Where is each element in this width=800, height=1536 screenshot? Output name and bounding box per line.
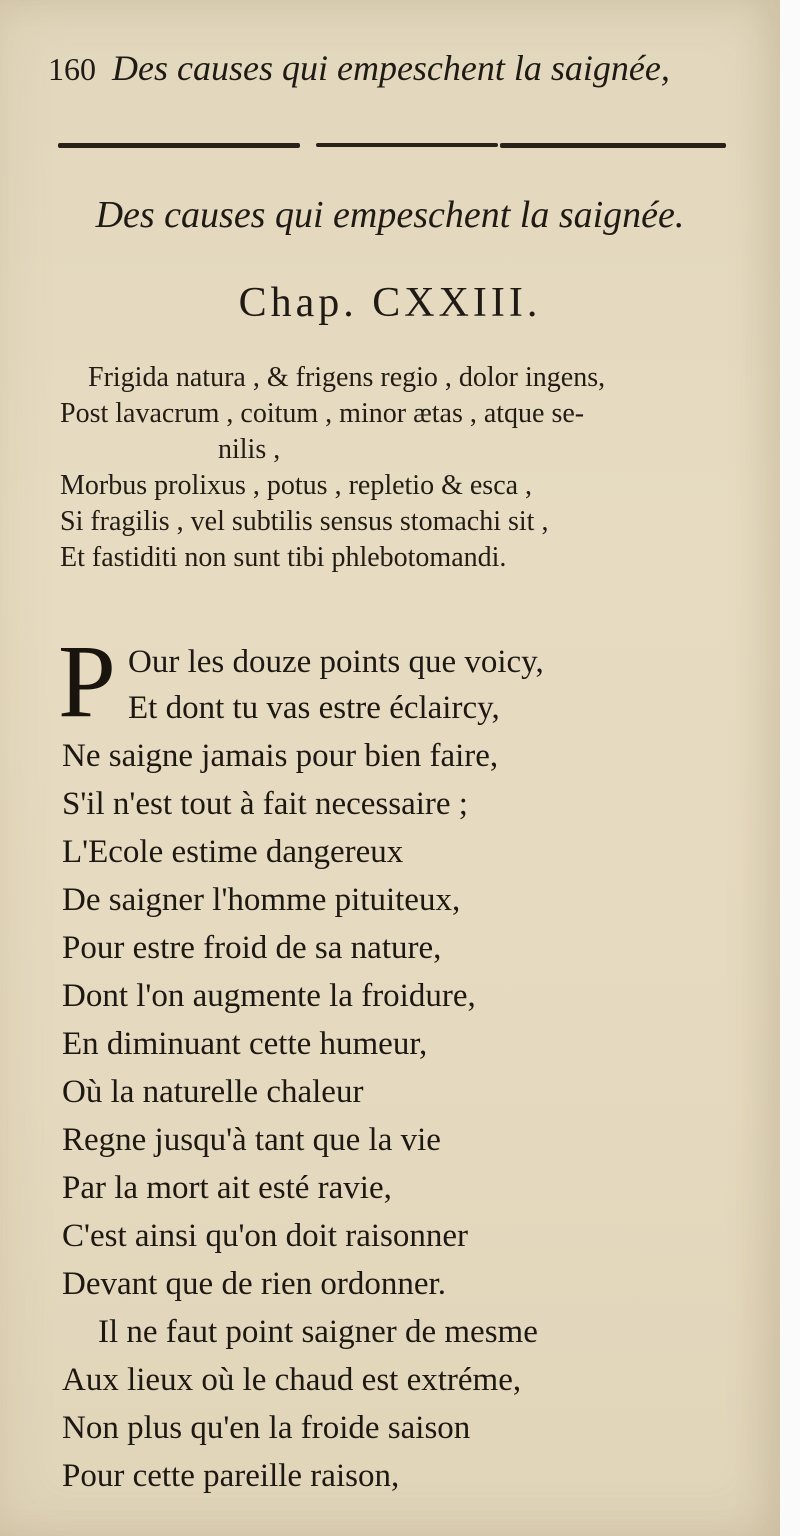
running-title: Des causes qui empeschent la saignée, <box>112 48 670 88</box>
header-rule-left <box>58 143 300 148</box>
running-header <box>48 38 748 98</box>
verse-line: Devant que de rien ordonner. <box>62 1266 446 1302</box>
verse-line: Our les douze points que voicy, <box>128 644 544 680</box>
page-number: 160 <box>48 51 96 87</box>
verse-line: Par la mort ait esté ravie, <box>62 1170 392 1206</box>
chapter-title: Des causes qui empeschent la saignée. <box>95 194 685 236</box>
verse-line: Pour cette pareille raison, <box>62 1458 400 1494</box>
latin-line: Morbus prolixus , potus , repletio & esca , <box>60 470 533 501</box>
verse-line: Aux lieux où le chaud est extréme, <box>62 1362 522 1398</box>
latin-line: Et fastiditi non sunt tibi phlebotomandi. <box>60 542 507 573</box>
page-edge <box>780 0 800 1536</box>
verse-line: Où la naturelle chaleur <box>62 1074 364 1110</box>
verse-line: Dont l'on augmente la froidure, <box>62 978 476 1014</box>
header-rule-right <box>500 143 726 148</box>
verse-line: C'est ainsi qu'on doit raisonner <box>62 1218 469 1254</box>
header-rule-middle <box>316 143 498 147</box>
verse-line: En diminuant cette humeur, <box>62 1026 428 1062</box>
verse-line: S'il n'est tout à fait necessaire ; <box>62 786 468 822</box>
verse-line: Et dont tu vas estre éclaircy, <box>128 690 500 726</box>
verse-line: L'Ecole estime dangereux <box>62 834 404 870</box>
verse-line: Regne jusqu'à tant que la vie <box>62 1122 441 1158</box>
drop-cap: P <box>58 624 116 739</box>
verse-line: Pour estre froid de sa nature, <box>62 930 442 966</box>
latin-line: Frigida natura , & frigens regio , dolor ingens, <box>88 362 606 393</box>
latin-line: nilis , <box>218 434 281 465</box>
verse-line: Ne saigne jamais pour bien faire, <box>62 738 499 774</box>
verse-line: De saigner l'homme pituiteux, <box>62 882 461 918</box>
latin-line: Post lavacrum , coitum , minor ætas , atque se- <box>60 398 585 429</box>
latin-line: Si fragilis , vel subtilis sensus stomachi sit , <box>60 506 549 537</box>
verse-line: Non plus qu'en la froide saison <box>62 1410 471 1446</box>
chapter-number: Chap. CXXIII. <box>238 280 542 326</box>
verse-line: Il ne faut point saigner de mesme <box>98 1314 538 1350</box>
